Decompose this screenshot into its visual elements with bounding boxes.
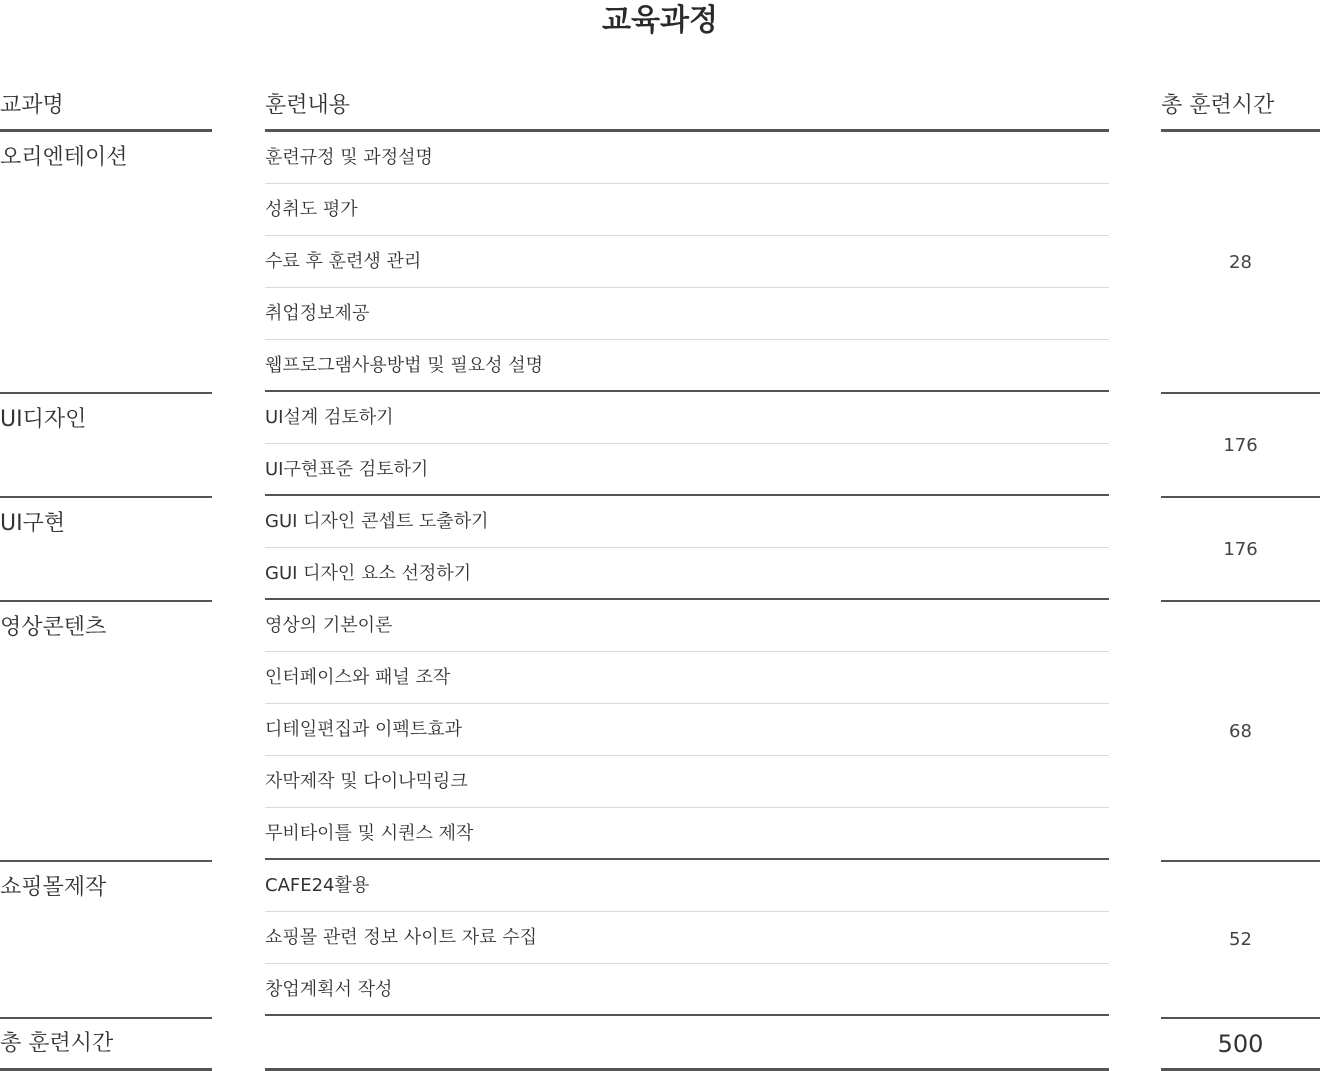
- training-content-item: UI구현표준 검토하기: [265, 444, 1109, 496]
- training-content-item: UI설계 검토하기: [265, 392, 1109, 444]
- course-subject: UI구현: [0, 496, 212, 600]
- training-content-item: 인터페이스와 패널 조작: [265, 652, 1109, 704]
- header-subject: 교과명: [0, 86, 212, 132]
- training-content-item: 창업계획서 작성: [265, 964, 1109, 1016]
- training-content-item: 쇼핑몰 관련 정보 사이트 자료 수집: [265, 912, 1109, 964]
- course-hours: 28: [1229, 251, 1252, 273]
- total-content-spacer: [265, 1017, 1109, 1071]
- course-subject: 오리엔테이션: [0, 145, 128, 170]
- training-content-item: GUI 디자인 요소 선정하기: [265, 548, 1109, 600]
- training-content-item: 자막제작 및 다이나믹링크: [265, 756, 1109, 808]
- training-content-item: 무비타이틀 및 시퀀스 제작: [265, 808, 1109, 860]
- total-label: 총 훈련시간: [0, 1017, 212, 1071]
- header-content: 훈련내용: [265, 86, 1109, 132]
- total-hours: 500: [1161, 1017, 1320, 1071]
- course-hours: 52: [1161, 860, 1320, 1016]
- page-title: 교육과정: [602, 3, 718, 38]
- course-subject: 쇼핑몰제작: [0, 860, 212, 1016]
- training-content-item: 영상의 기본이론: [265, 600, 1109, 652]
- training-content-item: 웹프로그램사용방법 및 필요성 설명: [265, 340, 1109, 392]
- course-hours: 176: [1161, 496, 1320, 600]
- training-content-item: 디테일편집과 이펙트효과: [265, 704, 1109, 756]
- training-content-item: 취업정보제공: [265, 288, 1109, 340]
- course-hours: 176: [1161, 392, 1320, 496]
- training-content-item: 성취도 평가: [265, 184, 1109, 236]
- course-hours: 68: [1161, 600, 1320, 860]
- training-content-item: CAFE24활용: [265, 860, 1109, 912]
- course-subject: 영상콘텐츠: [0, 600, 212, 860]
- header-hours: 총 훈련시간: [1161, 86, 1320, 132]
- training-content-item: GUI 디자인 콘셉트 도출하기: [265, 496, 1109, 548]
- training-content-item: 훈련규정 및 과정설명: [265, 132, 1109, 184]
- course-subject: UI디자인: [0, 392, 212, 496]
- training-content-item: 수료 후 훈련생 관리: [265, 236, 1109, 288]
